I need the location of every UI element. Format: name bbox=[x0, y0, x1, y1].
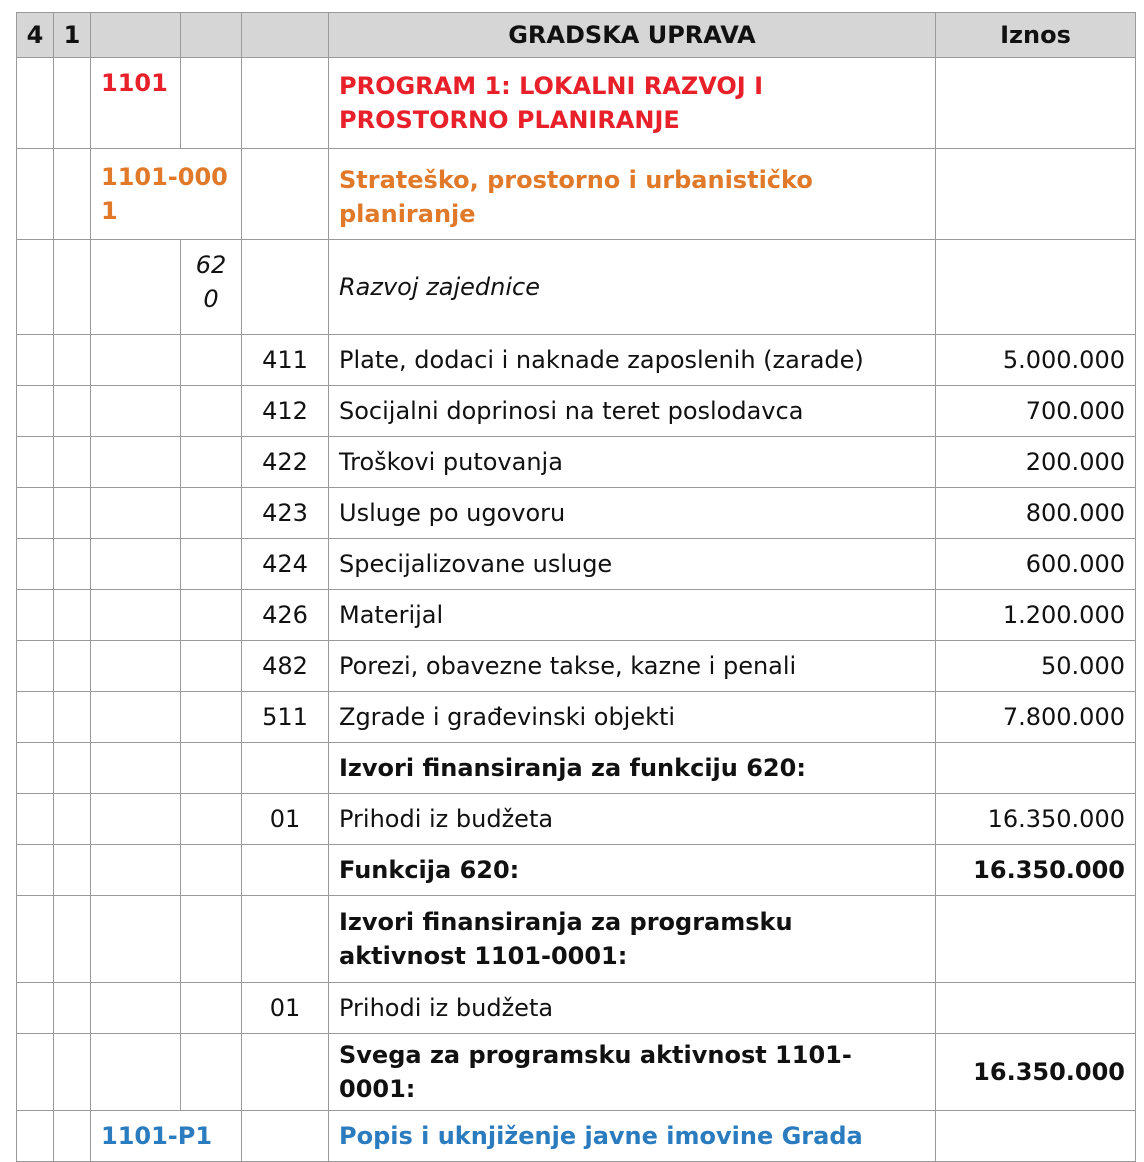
table-row bbox=[17, 794, 1136, 845]
account-name: Socijalni doprinosi na teret poslodavca bbox=[329, 386, 936, 437]
table-row bbox=[17, 437, 1136, 488]
amount-cell: 1.200.000 bbox=[936, 590, 1136, 641]
budget-table-container bbox=[16, 12, 1136, 1162]
account-name: Specijalizovane usluge bbox=[329, 539, 936, 590]
table-row-program bbox=[17, 58, 1136, 149]
source-code: 01 bbox=[242, 983, 329, 1034]
activity-code: 1101-000 1 bbox=[91, 149, 242, 240]
amount-cell: 800.000 bbox=[936, 488, 1136, 539]
table-row-activity bbox=[17, 149, 1136, 240]
table-row bbox=[17, 590, 1136, 641]
table-row-funding-header bbox=[17, 896, 1136, 983]
funding-label: Izvori finansiranja za funkciju 620: bbox=[329, 743, 936, 794]
funding-label: Izvori finansiranja za programsku aktivnost 1101-0001: bbox=[329, 896, 936, 983]
table-row-function bbox=[17, 240, 1136, 335]
activity-total-label: Svega za programsku aktivnost 1101-0001: bbox=[329, 1034, 936, 1111]
table-row bbox=[17, 983, 1136, 1034]
account-code: 426 bbox=[242, 590, 329, 641]
account-name: Plate, dodaci i naknade zaposlenih (zarade) bbox=[329, 335, 936, 386]
account-code: 424 bbox=[242, 539, 329, 590]
account-name: Porezi, obavezne takse, kazne i penali bbox=[329, 641, 936, 692]
header-row bbox=[17, 13, 1136, 58]
table-row bbox=[17, 386, 1136, 437]
function-code: 62 0 bbox=[181, 240, 242, 335]
header-col-account bbox=[242, 13, 329, 58]
amount-cell: 50.000 bbox=[936, 641, 1136, 692]
source-name: Prihodi iz budžeta bbox=[329, 794, 936, 845]
table-row bbox=[17, 692, 1136, 743]
header-col-function bbox=[181, 13, 242, 58]
header-col-1: 1 bbox=[54, 13, 91, 58]
account-code: 511 bbox=[242, 692, 329, 743]
header-col-program bbox=[91, 13, 181, 58]
activity-total-amount: 16.350.000 bbox=[936, 1034, 1136, 1111]
table-row bbox=[17, 488, 1136, 539]
program-code: 1101 bbox=[91, 58, 181, 149]
budget-table bbox=[16, 12, 1136, 1162]
table-row bbox=[17, 539, 1136, 590]
amount-cell: 200.000 bbox=[936, 437, 1136, 488]
table-row bbox=[17, 641, 1136, 692]
activity-name: Strateško, prostorno i urbanističko planiranje bbox=[329, 149, 936, 240]
account-name: Materijal bbox=[329, 590, 936, 641]
amount-cell: 16.350.000 bbox=[936, 794, 1136, 845]
header-title: GRADSKA UPRAVA bbox=[329, 13, 936, 58]
function-total-label: Funkcija 620: bbox=[329, 845, 936, 896]
source-name: Prihodi iz budžeta bbox=[329, 983, 936, 1034]
project-code: 1101-P1 bbox=[91, 1111, 242, 1162]
account-name: Usluge po ugovoru bbox=[329, 488, 936, 539]
header-col-4: 4 bbox=[17, 13, 54, 58]
program-name: PROGRAM 1: LOKALNI RAZVOJ I PROSTORNO PLANIRANJE bbox=[329, 58, 936, 149]
function-name: Razvoj zajednice bbox=[329, 240, 936, 335]
account-code: 482 bbox=[242, 641, 329, 692]
account-name: Troškovi putovanja bbox=[329, 437, 936, 488]
table-row-function-total bbox=[17, 845, 1136, 896]
table-row bbox=[17, 335, 1136, 386]
table-row-activity-total bbox=[17, 1034, 1136, 1111]
project-name: Popis i uknjiženje javne imovine Grada bbox=[329, 1111, 936, 1162]
account-code: 422 bbox=[242, 437, 329, 488]
account-code: 411 bbox=[242, 335, 329, 386]
account-name: Zgrade i građevinski objekti bbox=[329, 692, 936, 743]
amount-cell: 5.000.000 bbox=[936, 335, 1136, 386]
function-total-amount: 16.350.000 bbox=[936, 845, 1136, 896]
source-code: 01 bbox=[242, 794, 329, 845]
amount-cell: 600.000 bbox=[936, 539, 1136, 590]
account-code: 423 bbox=[242, 488, 329, 539]
header-amount: Iznos bbox=[936, 13, 1136, 58]
table-row-project bbox=[17, 1111, 1136, 1162]
amount-cell: 7.800.000 bbox=[936, 692, 1136, 743]
account-code: 412 bbox=[242, 386, 329, 437]
amount-cell: 700.000 bbox=[936, 386, 1136, 437]
table-row-funding-header bbox=[17, 743, 1136, 794]
